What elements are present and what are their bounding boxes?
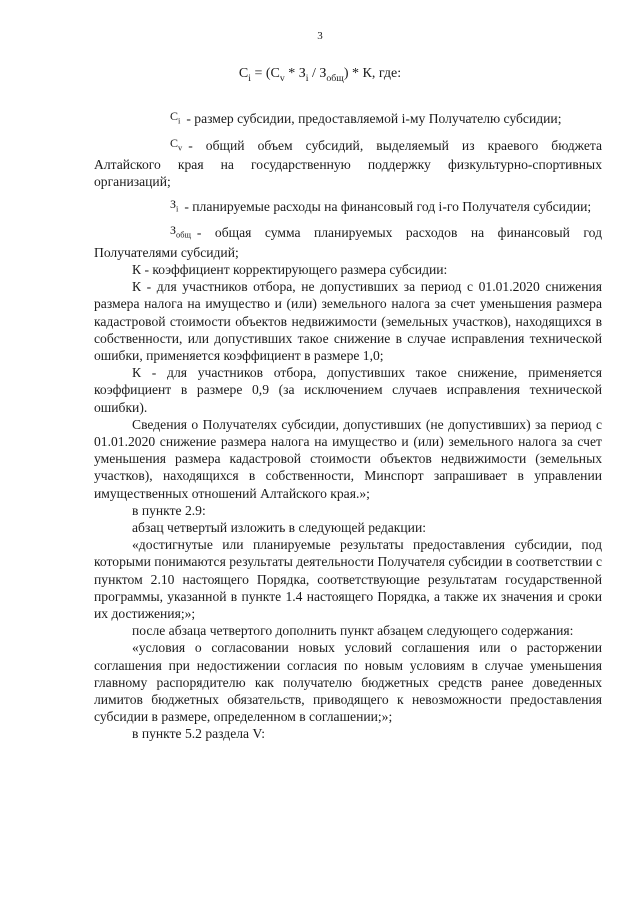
formula-suffix: ) * К, где:: [343, 66, 402, 81]
formula-middle3: / З: [308, 66, 327, 81]
definition-item: [94, 222, 602, 261]
paragraph-point-5-2: в пункте 5.2 раздела V:: [132, 726, 266, 742]
definition-item: [94, 135, 602, 191]
formula-middle1: = (C: [250, 66, 280, 81]
definition-symbol: $З_{общ}$: [170, 223, 191, 240]
formula-total-sub: общ: [326, 72, 344, 84]
subsidy-formula: [0, 66, 640, 84]
paragraph-k-1: К - для участников отбора, не допустивших за период с 01.01.2020 снижения размера налога на имущество и (или) земельного налога за счет уменьшения размера кадастровой стоимости объектов недвижимости (земельных участков), находящихся в собственности, или допустивших такое снижение в случае исправления технической ошибки, применяется коэффициент в размере 1,0;: [94, 279, 602, 363]
paragraph-info: Сведения о Получателях субсидии, допустивших (не допустивших) за период с 01.01.2020 снижение размера налога на имущество и (или) земельного налога за счет уменьшения размера кадастровой стоимости объектов недвижимости (земельных участков), находящихся в собственности, Минспорт запрашивает в управлении имущественных отношений Алтайского края.»;: [94, 416, 602, 501]
formula-middle2: * З: [284, 66, 306, 81]
definition-item: [94, 108, 602, 130]
formula-prefix: C: [238, 66, 249, 81]
paragraph-abzats: абзац четвертый изложить в следующей редакции:: [132, 520, 427, 536]
paragraph-point-2-9: в пункте 2.9:: [132, 502, 206, 518]
paragraph-addition: после абзаца четвертого дополнить пункт абзацем следующего содержания:: [132, 623, 574, 639]
definition-symbol: $C_i$: [170, 109, 181, 126]
formula-v-sub: v: [279, 72, 285, 84]
definition-text: - планируемые расходы на финансовый год i-го Получателя субсидии;: [184, 198, 592, 214]
definition-symbol: $З_i$: [170, 196, 179, 213]
definition-text: - общий объем субсидий, выделяемый из краевого бюджета Алтайского края на государственную поддержку физкультурно-спортивных организаций;: [94, 137, 602, 190]
paragraph-results: «достигнутые или планируемые результаты предоставления субсидии, под которыми понимаются результаты деятельности Получателя субсидии в соответствии с пунктом 2.10 настоящего Порядка, соответствующие результатам государственной программы, указанной в пункте 1.4 настоящего Порядка, а также их значения и сроки их достижения;»;: [94, 537, 603, 622]
definition-text: - размер субсидии, предоставляемой i-му Получателю субсидии;: [186, 111, 562, 126]
formula-prefix-sub: i: [248, 72, 251, 84]
paragraph-conditions: «условия о согласовании новых условий соглашения или о расторжении соглашения при недостижении согласия по новым условиям в случае уменьшения главному распорядителю как получателю бюджетных средств ранее доведенных лимитов бюджетных обязательств, приводящего к невозможности предоставления субсидии в размере, определенном в соглашении;»;: [94, 640, 602, 725]
formula-i-sub: i: [305, 72, 309, 84]
definition-text: - общая сумма планируемых расходов на финансовый год Получателями субсидий;: [94, 225, 602, 260]
page-number: 3: [317, 30, 323, 42]
paragraph-coefficient: К - коэффициент корректирующего размера субсидии:: [132, 261, 448, 277]
document-body: [94, 108, 602, 743]
definition-item: [94, 196, 602, 218]
paragraph-k-09: К - для участников отбора, допустивших такое снижение, применяется коэффициент в размере 0,9 (за исключением случаев исправления технической ошибки).: [94, 365, 602, 415]
definition-symbol: $C_v$: [170, 135, 183, 152]
